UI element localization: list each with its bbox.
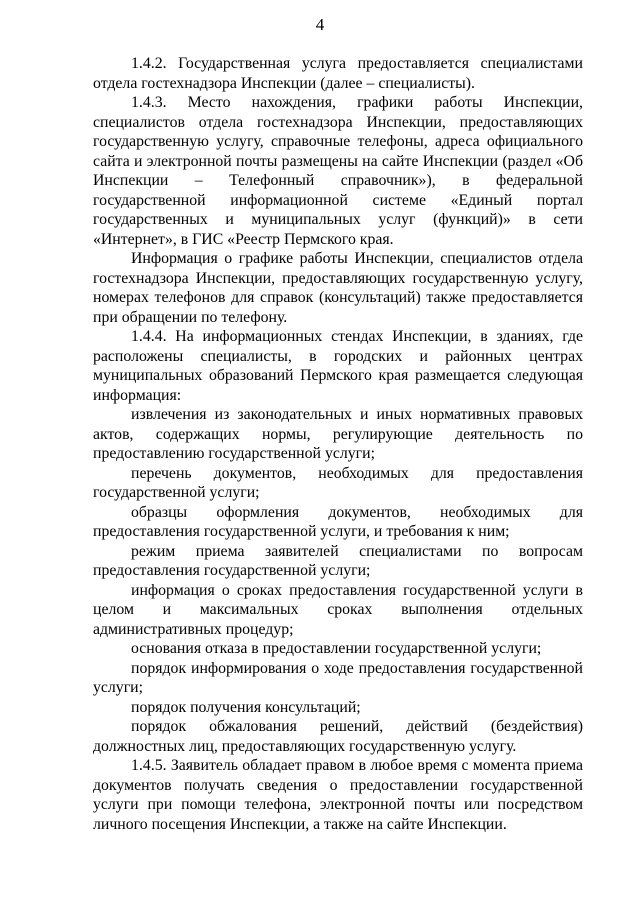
paragraph-1-4-5: 1.4.5. Заявитель обладает правом в любое время с момента приема документов получать сведения о предоставлении государственной услуги при помощи телефона, электронной почты или посредством личного посещения Инспекции, а также на сайте Инспекции.: [93, 757, 583, 833]
document-body: [93, 54, 583, 834]
paragraph-1-4-2: 1.4.2. Государственная услуга предоставляется специалистами отдела гостехнадзора Инспекции (далее – специалисты).: [93, 55, 583, 92]
paragraph-schedule-info: Информация о графике работы Инспекции, специалистов отдела гостехнадзора Инспекции, предоставляющих государственную услугу, номерах телефонов для справок (консультаций) также предоставляется при обращении по телефону.: [93, 250, 583, 326]
paragraph-1-4-4: 1.4.4. На информационных стендах Инспекции, в зданиях, где расположены специалисты, в городских и районных центрах муниципальных образований Пермского края размещается следующая информация:: [93, 328, 583, 404]
list-item-appeal-procedure: порядок обжалования решений, действий (бездействия) должностных лиц, предоставляющих государственную услугу.: [93, 718, 583, 755]
page-number: 4: [315, 15, 325, 34]
list-item-document-samples: образцы оформления документов, необходимых для предоставления государственной услуги, и требования к ним;: [93, 503, 583, 540]
paragraph-1-4-3: 1.4.3. Место нахождения, графики работы Инспекции, специалистов отдела гостехнадзора Инспекции, предоставляющих государственную услугу, справочные телефоны, адреса официального сайта и электронной почты размещены на сайте Инспекции (раздел «Об Инспекции – Телефонный справочник»), в федеральной государственной информационной системе «Единый портал государственных и муниципальных услуг (функций)» в сети «Интернет», в ГИС «Реестр Пермского края.: [93, 94, 583, 248]
list-item-deadlines: информация о сроках предоставления государственной услуги в целом и максимальных сроках выполнения отдельных административных процедур;: [93, 581, 583, 638]
list-item-legal-extracts: извлечения из законодательных и иных нормативных правовых актов, содержащих нормы, регулирующие деятельность по предоставлению государственной услуги;: [93, 406, 583, 462]
list-item-document-list: перечень документов, необходимых для предоставления государственной услуги;: [93, 464, 583, 501]
list-item-consultations: порядок получения консультаций;: [131, 698, 361, 716]
list-item-reception-hours: режим приема заявителей специалистами по вопросам предоставления государственной услуги;: [93, 542, 583, 579]
list-item-progress-info: порядок информирования о ходе предоставления государственной услуги;: [93, 659, 583, 696]
list-item-refusal-grounds: основания отказа в предоставлении государственной услуги;: [131, 640, 542, 657]
